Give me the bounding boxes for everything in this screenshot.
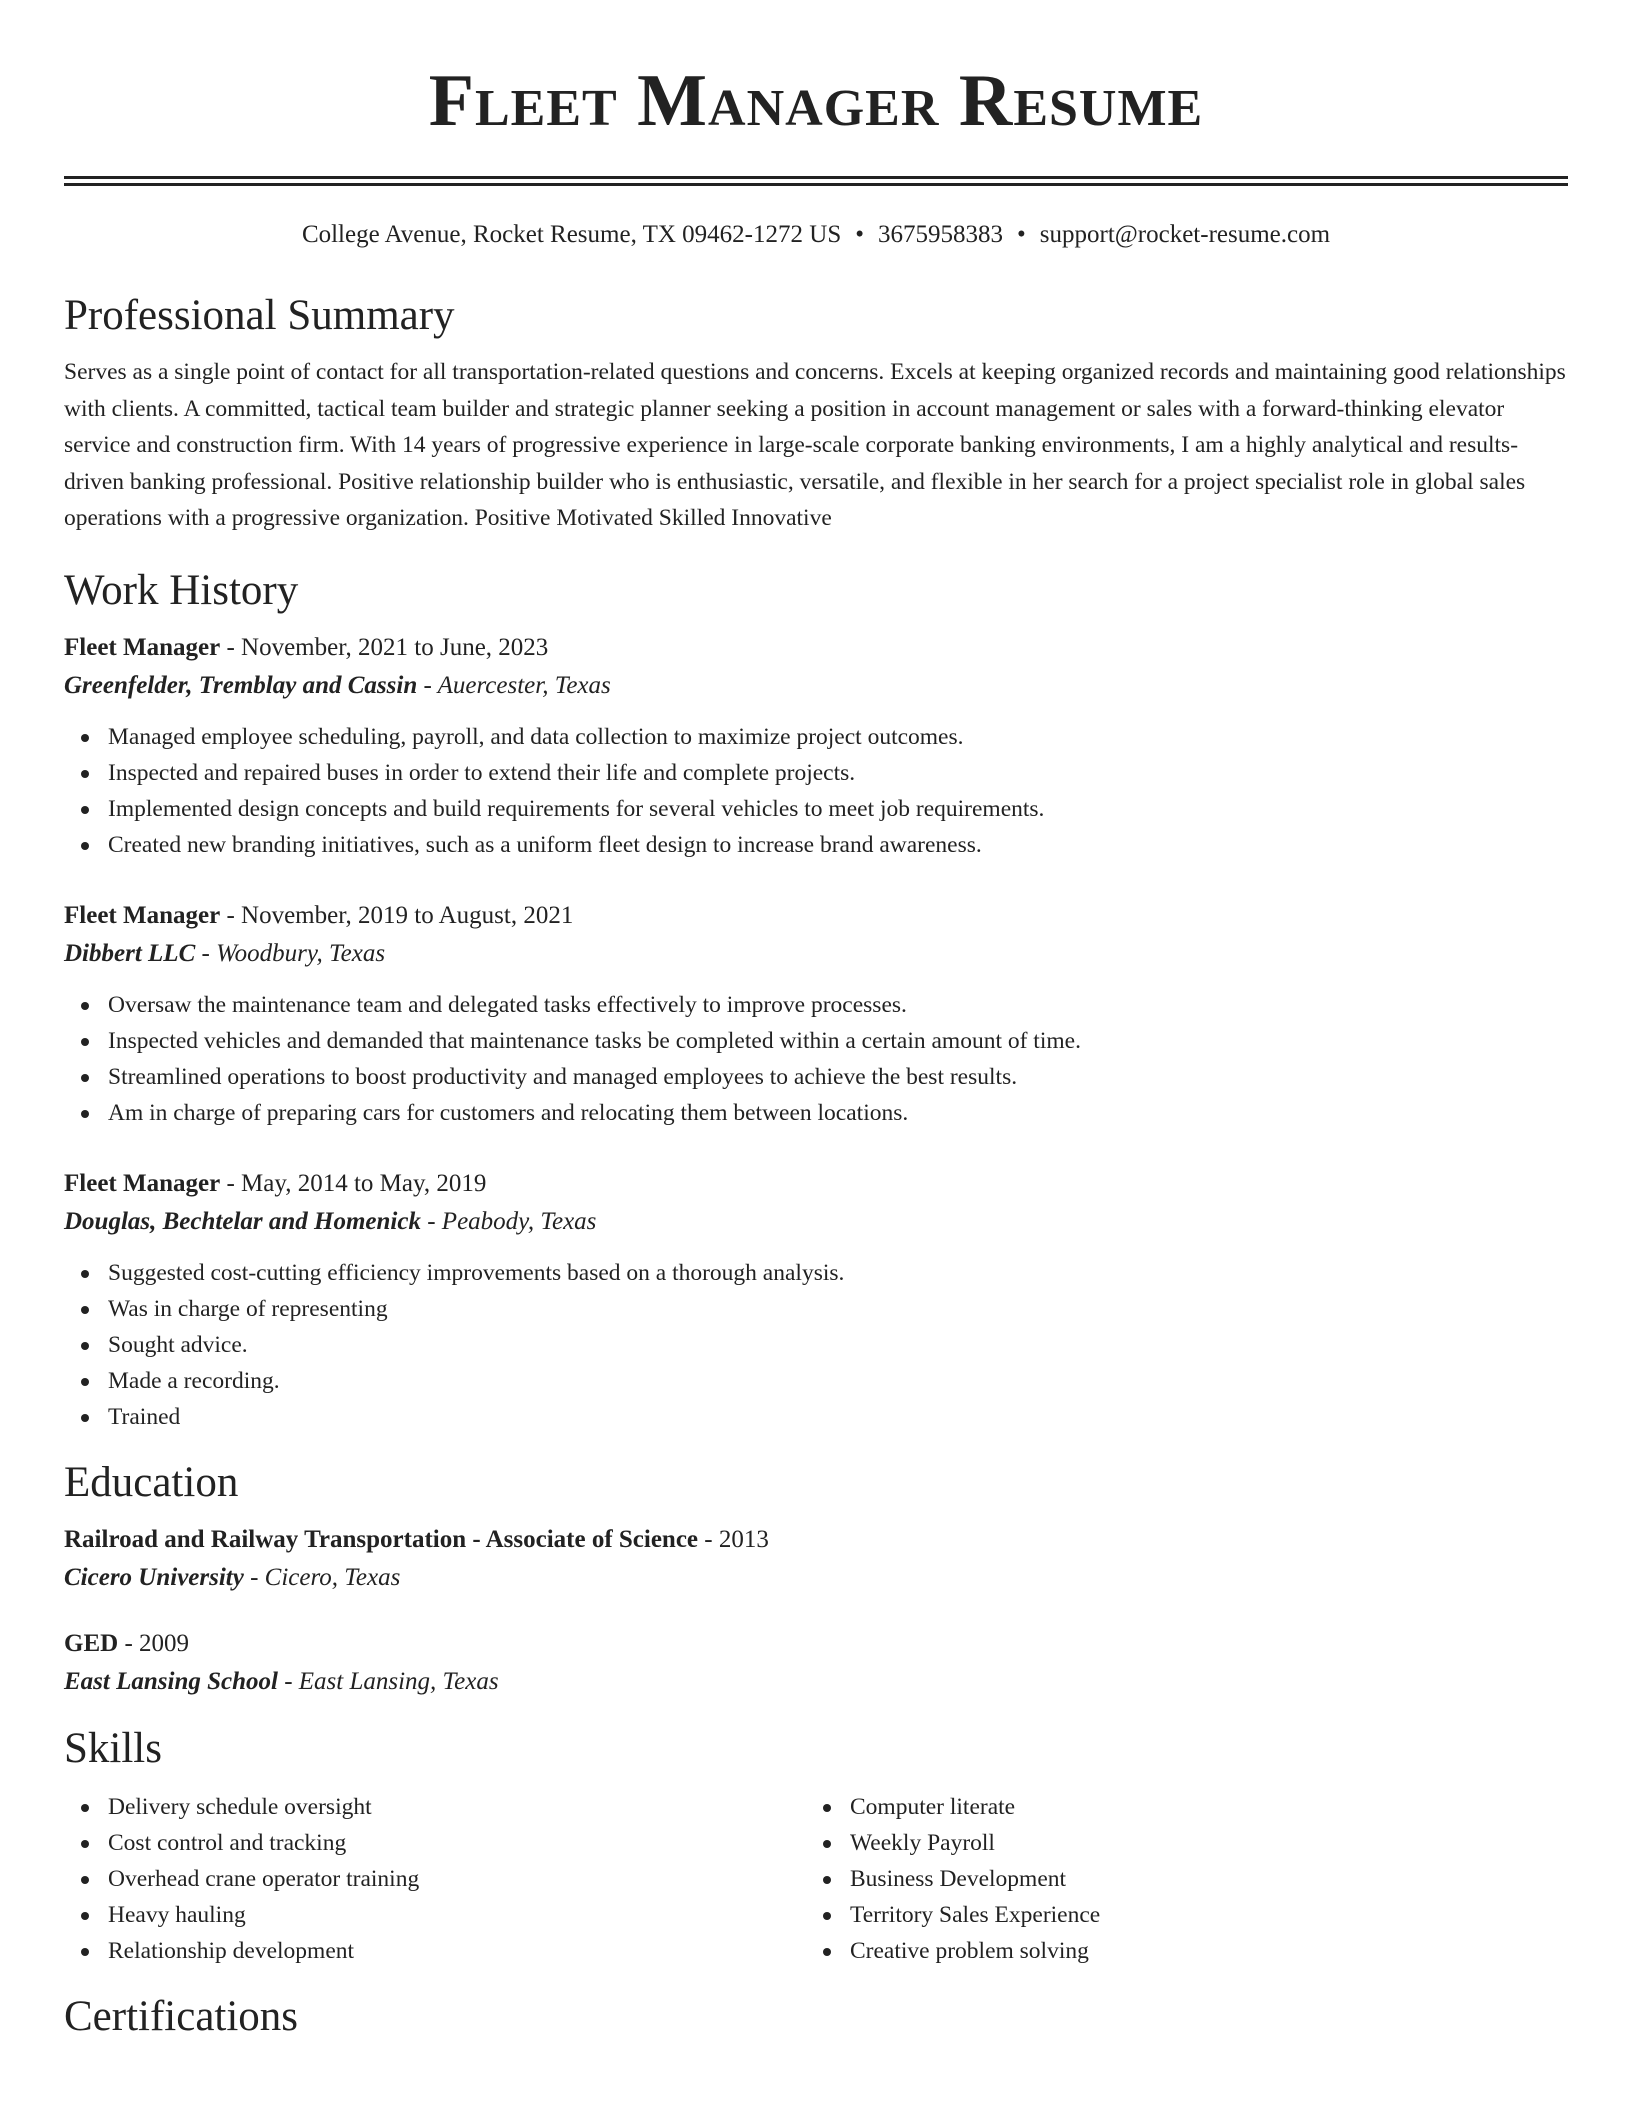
skill-item: Overhead crane operator training [64, 1861, 806, 1897]
job-title-line [64, 1165, 1568, 1203]
contact-line [64, 220, 1568, 250]
education-degree: GED [64, 1629, 119, 1657]
list-item: Made a recording. [64, 1363, 1568, 1399]
job-company-line [64, 1203, 1568, 1241]
education-school: Cicero University [64, 1563, 244, 1591]
summary-heading: Professional Summary [64, 292, 455, 339]
job-bullets [64, 1255, 1568, 1435]
job-company: Greenfelder, Tremblay and Cassin [64, 671, 418, 699]
skill-item: Computer literate [806, 1789, 1548, 1825]
title-divider [64, 176, 1568, 186]
education-location: - East Lansing, Texas [277, 1667, 499, 1695]
resume-title: Fleet Manager Resume [428, 60, 1204, 142]
skill-item: Creative problem solving [806, 1933, 1548, 1969]
job-title: Fleet Manager [64, 901, 221, 929]
education-entry [64, 1625, 1568, 1701]
skill-item: Weekly Payroll [806, 1825, 1548, 1861]
list-item: Inspected vehicles and demanded that maintenance tasks be completed within a certain amount of time. [64, 1023, 1568, 1059]
skill-item: Relationship development [64, 1933, 806, 1969]
job-company: Dibbert LLC [64, 939, 196, 967]
education-school-line [64, 1663, 1568, 1701]
education-entry [64, 1521, 1568, 1597]
list-item: Trained [64, 1399, 1568, 1435]
skills-column-right [806, 1789, 1548, 1969]
education-degree-line [64, 1521, 1568, 1559]
skills-heading: Skills [64, 1724, 162, 1772]
list-item: Am in charge of preparing cars for customers and relocating them between locations. [64, 1095, 1568, 1131]
contact-separator: • [1017, 221, 1026, 248]
list-item: Streamlined operations to boost productivity and managed employees to achieve the best results. [64, 1059, 1568, 1095]
job-company-line [64, 935, 1568, 973]
skill-item: Business Development [806, 1861, 1548, 1897]
job-location: - Auercester, Texas [417, 671, 611, 699]
job-bullets [64, 719, 1568, 863]
education-school: East Lansing School [64, 1667, 278, 1695]
skill-item: Territory Sales Experience [806, 1897, 1548, 1933]
education-location: - Cicero, Texas [243, 1563, 401, 1591]
contact-email: support@rocket-resume.com [1039, 221, 1331, 248]
skills-grid [64, 1789, 1568, 1969]
list-item: Was in charge of representing [64, 1291, 1568, 1327]
job-entry [64, 629, 1568, 863]
summary-text: Serves as a single point of contact for all transportation-related questions and concerns. Excels at keeping organized records and maintaining good relationships with clients. A committed, tactical team builder and strategic planner seeking a position in account management or sales with a forward-thinking elevator service and construction firm. With 14 years of progressive experience in large-scale corporate banking environments, I am a highly analytical and results-driven banking professional. Positive relationship builder who is enthusiastic, versatile, and flexible in her search for a project specialist role in global sales operations with a progressive organization. Positive Motivated Skilled Innovative [64, 359, 1566, 531]
education-school-line [64, 1559, 1568, 1597]
list-item: Created new branding initiatives, such as a uniform fleet design to increase brand awareness. [64, 827, 1568, 863]
job-title: Fleet Manager [64, 633, 221, 661]
list-item: Managed employee scheduling, payroll, and data collection to maximize project outcomes. [64, 719, 1568, 755]
list-item: Inspected and repaired buses in order to extend their life and complete projects. [64, 755, 1568, 791]
job-title-line [64, 629, 1568, 667]
job-company-line [64, 667, 1568, 705]
list-item: Implemented design concepts and build requirements for several vehicles to meet job requirements. [64, 791, 1568, 827]
list-item: Oversaw the maintenance team and delegated tasks effectively to improve processes. [64, 987, 1568, 1023]
work-history-heading: Work History [64, 566, 299, 614]
education-year: - 2009 [118, 1629, 190, 1657]
job-entry [64, 1165, 1568, 1435]
education-heading: Education [64, 1458, 239, 1506]
skill-item: Delivery schedule oversight [64, 1789, 806, 1825]
skill-item: Cost control and tracking [64, 1825, 806, 1861]
list-item: Sought advice. [64, 1327, 1568, 1363]
job-location: - Peabody, Texas [420, 1207, 597, 1235]
job-dates: - November, 2021 to June, 2023 [220, 633, 549, 661]
job-title: Fleet Manager [64, 1169, 221, 1197]
job-bullets [64, 987, 1568, 1131]
job-company: Douglas, Bechtelar and Homenick [64, 1207, 421, 1235]
job-dates: - May, 2014 to May, 2019 [220, 1169, 487, 1197]
job-entry [64, 897, 1568, 1131]
contact-address: College Avenue, Rocket Resume, TX 09462-1272 US [301, 221, 842, 248]
education-degree-line [64, 1625, 1568, 1663]
education-year: - 2013 [698, 1525, 769, 1553]
education-degree: Railroad and Railway Transportation - Associate of Science [64, 1525, 699, 1553]
job-title-line [64, 897, 1568, 935]
contact-separator: • [855, 221, 864, 248]
job-dates: - November, 2019 to August, 2021 [220, 901, 574, 929]
list-item: Suggested cost-cutting efficiency improvements based on a thorough analysis. [64, 1255, 1568, 1291]
certifications-heading: Certifications [64, 1992, 299, 2040]
skills-column-left [64, 1789, 806, 1969]
skill-item: Heavy hauling [64, 1897, 806, 1933]
contact-phone: 3675958383 [878, 221, 1003, 248]
job-location: - Woodbury, Texas [195, 939, 386, 967]
